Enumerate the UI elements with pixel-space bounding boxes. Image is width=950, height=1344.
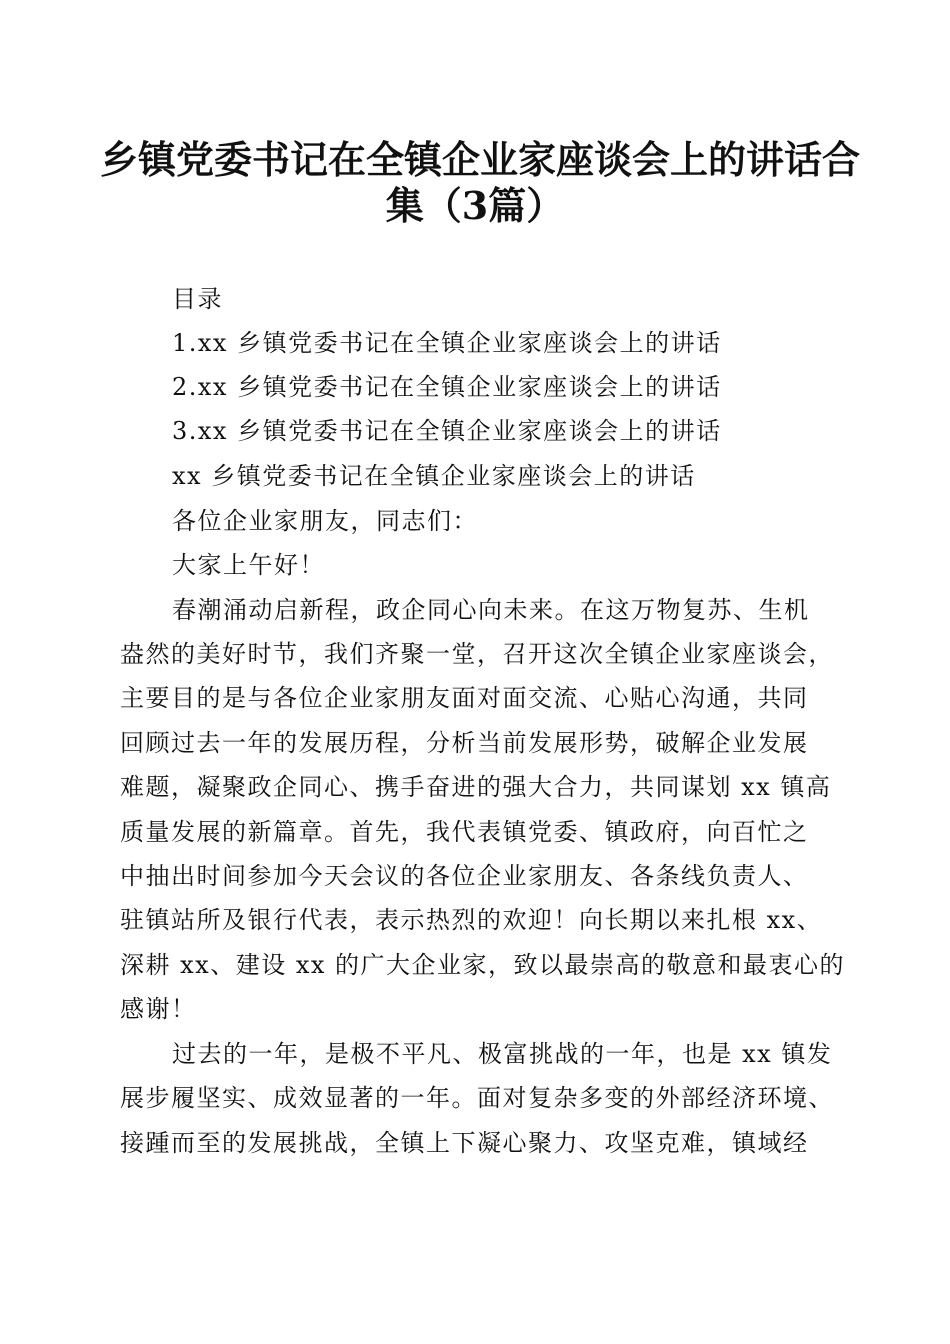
- paragraph-2-line: 接踵而至的发展挑战，全镇上下凝心聚力、攻坚克难，镇域经: [120, 1129, 809, 1157]
- paragraph-2-line: 展步履坚实、成效显著的一年。面对复杂多变的外部经济环境、: [120, 1084, 834, 1112]
- paragraph-1-line: 春潮涌动启新程，政企同心向未来。在这万物复苏、生机: [172, 596, 810, 624]
- document-title-line-2: 集（3篇）: [385, 183, 565, 228]
- paragraph-1-line: 主要目的是与各位企业家朋友面对面交流、心贴心沟通，共同: [120, 684, 809, 712]
- paragraph-1-line: 深耕 xx、建设 xx 的广大企业家，致以最崇高的敬意和最衷心的: [120, 951, 846, 979]
- document-title-line-1: 乡镇党委书记在全镇企业家座谈会上的讲话合: [100, 137, 861, 182]
- speech-title: xx 乡镇党委书记在全镇企业家座谈会上的讲话: [172, 462, 696, 490]
- toc-item-1: 1.xx 乡镇党委书记在全镇企业家座谈会上的讲话: [172, 329, 722, 357]
- toc-heading: 目录: [172, 285, 223, 313]
- paragraph-1-line: 中抽出时间参加今天会议的各位企业家朋友、各条线负责人、: [120, 862, 809, 890]
- paragraph-1-line: 盎然的美好时节，我们齐聚一堂，召开这次全镇企业家座谈会，: [120, 640, 834, 668]
- paragraph-1-line: 驻镇站所及银行代表，表示热烈的欢迎！向长期以来扎根 xx、: [120, 906, 823, 934]
- paragraph-1-line: 难题，凝聚政企同心、携手奋进的强大合力，共同谋划 xx 镇高: [120, 773, 832, 801]
- paragraph-1-line: 回顾过去一年的发展历程，分析当前发展形势，破解企业发展: [120, 729, 809, 757]
- toc-item-3: 3.xx 乡镇党委书记在全镇企业家座谈会上的讲话: [172, 417, 722, 445]
- paragraph-1-line: 感谢！: [120, 995, 197, 1023]
- paragraph-2-line: 过去的一年，是极不平凡、极富挑战的一年，也是 xx 镇发: [172, 1040, 833, 1068]
- greeting: 大家上午好！: [172, 551, 325, 579]
- paragraph-1-line: 质量发展的新篇章。首先，我代表镇党委、镇政府，向百忙之: [120, 818, 809, 846]
- toc-item-2: 2.xx 乡镇党委书记在全镇企业家座谈会上的讲话: [172, 373, 722, 401]
- salutation: 各位企业家朋友，同志们：: [172, 507, 478, 535]
